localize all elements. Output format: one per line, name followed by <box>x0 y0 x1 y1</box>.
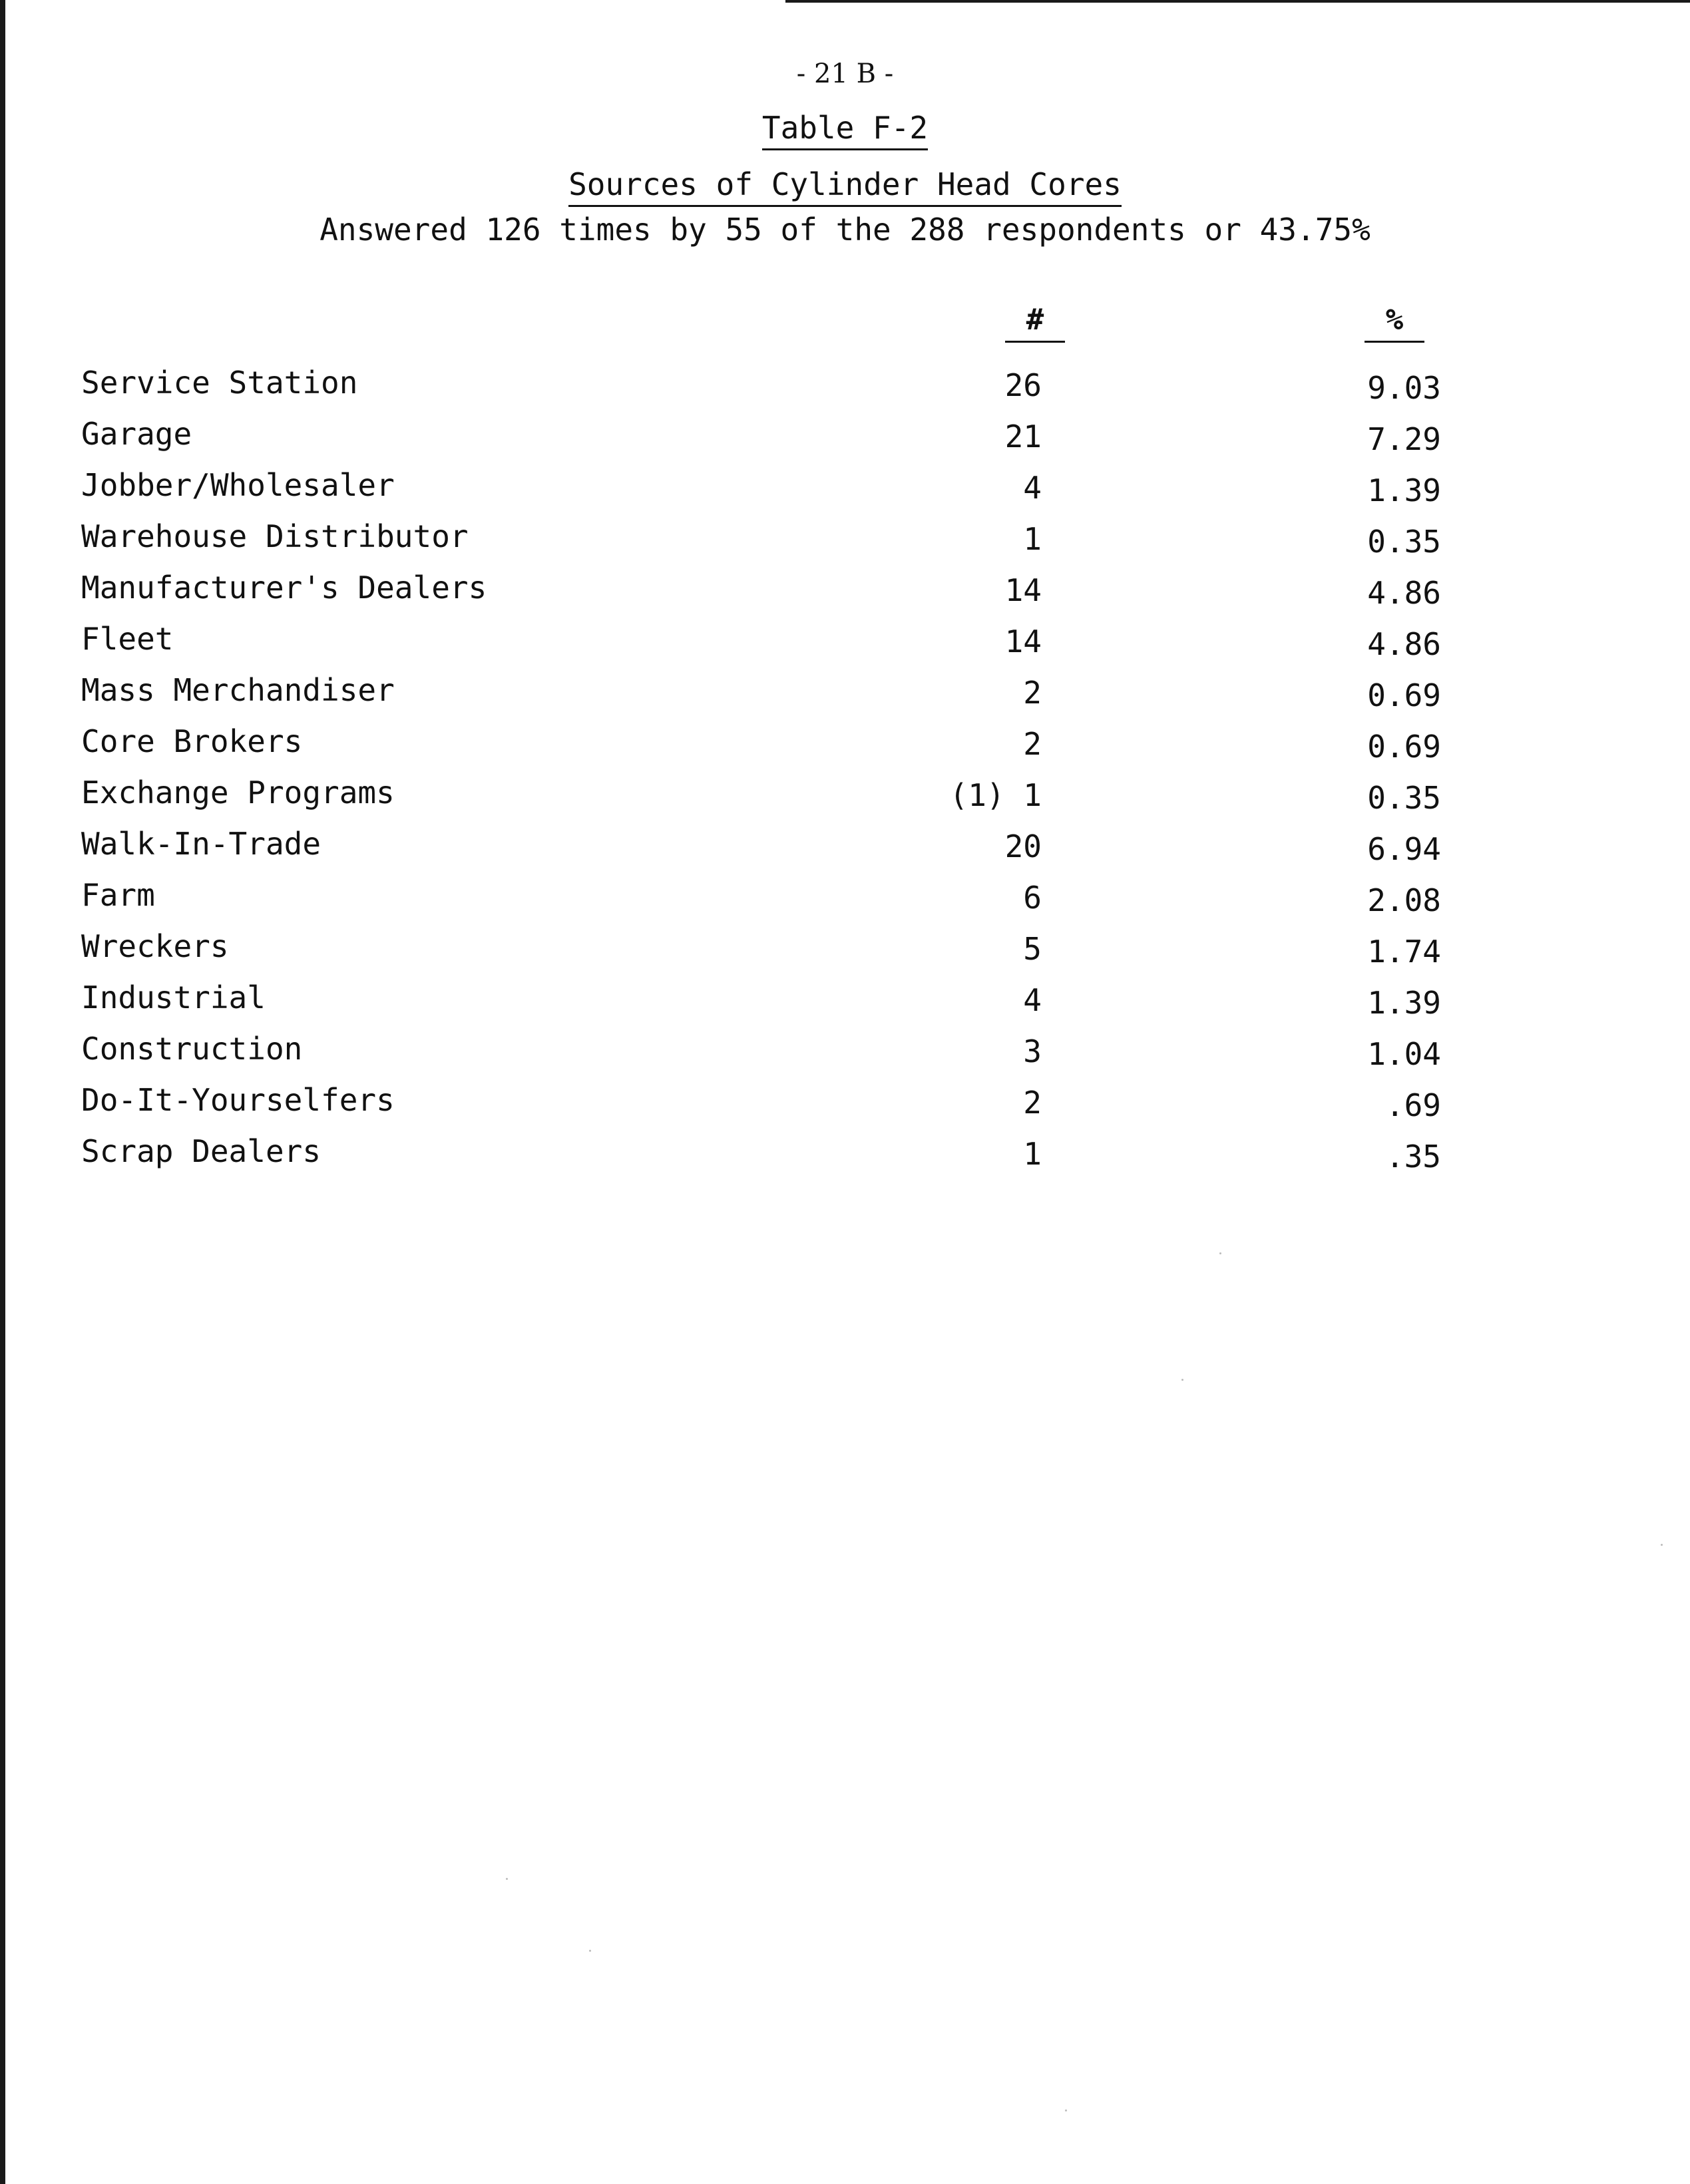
row-percent: 2.08 <box>1367 882 1441 918</box>
table-row <box>0 928 1690 980</box>
row-count: 1 <box>1023 521 1042 557</box>
row-percent: 0.35 <box>1367 524 1441 560</box>
row-source: Industrial <box>81 980 266 1015</box>
table-title-text: Sources of Cylinder Head Cores <box>568 166 1122 207</box>
row-count: 2 <box>1023 726 1042 762</box>
row-count: 4 <box>1023 470 1042 506</box>
row-count: 20 <box>1004 828 1042 864</box>
row-percent: 1.39 <box>1367 472 1441 508</box>
row-percent: 1.39 <box>1367 985 1441 1021</box>
row-count: 2 <box>1023 675 1042 711</box>
row-source: Walk-In-Trade <box>81 826 321 862</box>
row-count: 5 <box>1023 931 1042 967</box>
table-row <box>0 672 1690 723</box>
row-source: Jobber/Wholesaler <box>81 467 395 503</box>
row-percent: 6.94 <box>1367 831 1441 867</box>
scan-speck <box>1065 2109 1067 2111</box>
column-header-count: # <box>1005 303 1065 343</box>
table-label <box>0 110 1690 146</box>
row-count: 1 <box>1023 1136 1042 1172</box>
row-source: Fleet <box>81 621 174 657</box>
table-row <box>0 416 1690 467</box>
table-row <box>0 467 1690 518</box>
row-count: 2 <box>1023 1085 1042 1121</box>
table-row <box>0 621 1690 672</box>
table-row <box>0 877 1690 928</box>
row-percent: 0.69 <box>1367 729 1441 765</box>
scan-speck <box>589 1950 591 1952</box>
table-row <box>0 365 1690 416</box>
row-percent: 0.35 <box>1367 780 1441 816</box>
column-header-percent: % <box>1365 303 1424 343</box>
table-subtitle: Answered 126 times by 55 of the 288 respondents or 43.75% <box>319 212 1371 248</box>
table-row <box>0 1133 1690 1184</box>
row-count: 14 <box>1004 572 1042 608</box>
table-row <box>0 518 1690 570</box>
row-percent: 4.86 <box>1367 575 1441 611</box>
scan-speck <box>1661 1544 1663 1546</box>
row-source: Mass Merchandiser <box>81 672 395 708</box>
table-row <box>0 980 1690 1031</box>
row-source: Farm <box>81 877 155 913</box>
row-percent: 4.86 <box>1367 626 1441 662</box>
scan-speck <box>1181 1379 1183 1381</box>
scan-speck <box>506 1878 508 1880</box>
row-source: Construction <box>81 1031 303 1067</box>
table-title <box>0 166 1690 202</box>
row-count: 26 <box>1004 367 1042 403</box>
row-source: Wreckers <box>81 928 229 964</box>
page-top-edge <box>785 0 1690 3</box>
row-source: Exchange Programs <box>81 775 395 811</box>
row-count: 6 <box>1023 880 1042 916</box>
row-source: Garage <box>81 416 192 452</box>
row-percent: 0.69 <box>1367 677 1441 713</box>
row-source: Warehouse Distributor <box>81 518 469 554</box>
page-number: - 21 B - <box>796 59 894 89</box>
row-count: (1) 1 <box>949 777 1042 813</box>
scan-speck <box>1219 1252 1221 1254</box>
table-body <box>0 365 1690 1184</box>
row-percent: 1.74 <box>1367 934 1441 970</box>
row-source: Manufacturer's Dealers <box>81 570 487 606</box>
table-row <box>0 1031 1690 1082</box>
row-percent: .69 <box>1385 1087 1441 1123</box>
row-percent: 9.03 <box>1367 370 1441 406</box>
row-percent: 7.29 <box>1367 421 1441 457</box>
row-source: Core Brokers <box>81 723 303 759</box>
row-source: Service Station <box>81 365 358 401</box>
row-count: 14 <box>1004 624 1042 659</box>
row-source: Scrap Dealers <box>81 1133 321 1169</box>
row-percent: 1.04 <box>1367 1036 1441 1072</box>
row-count: 21 <box>1004 419 1042 455</box>
table-row <box>0 723 1690 775</box>
row-count: 3 <box>1023 1033 1042 1069</box>
table-label-text: Table F-2 <box>762 110 928 150</box>
table-row <box>0 775 1690 826</box>
table-row <box>0 826 1690 877</box>
row-count: 4 <box>1023 982 1042 1018</box>
row-percent: .35 <box>1385 1139 1441 1175</box>
table-row <box>0 1082 1690 1133</box>
table-row <box>0 570 1690 621</box>
row-source: Do-It-Yourselfers <box>81 1082 395 1118</box>
